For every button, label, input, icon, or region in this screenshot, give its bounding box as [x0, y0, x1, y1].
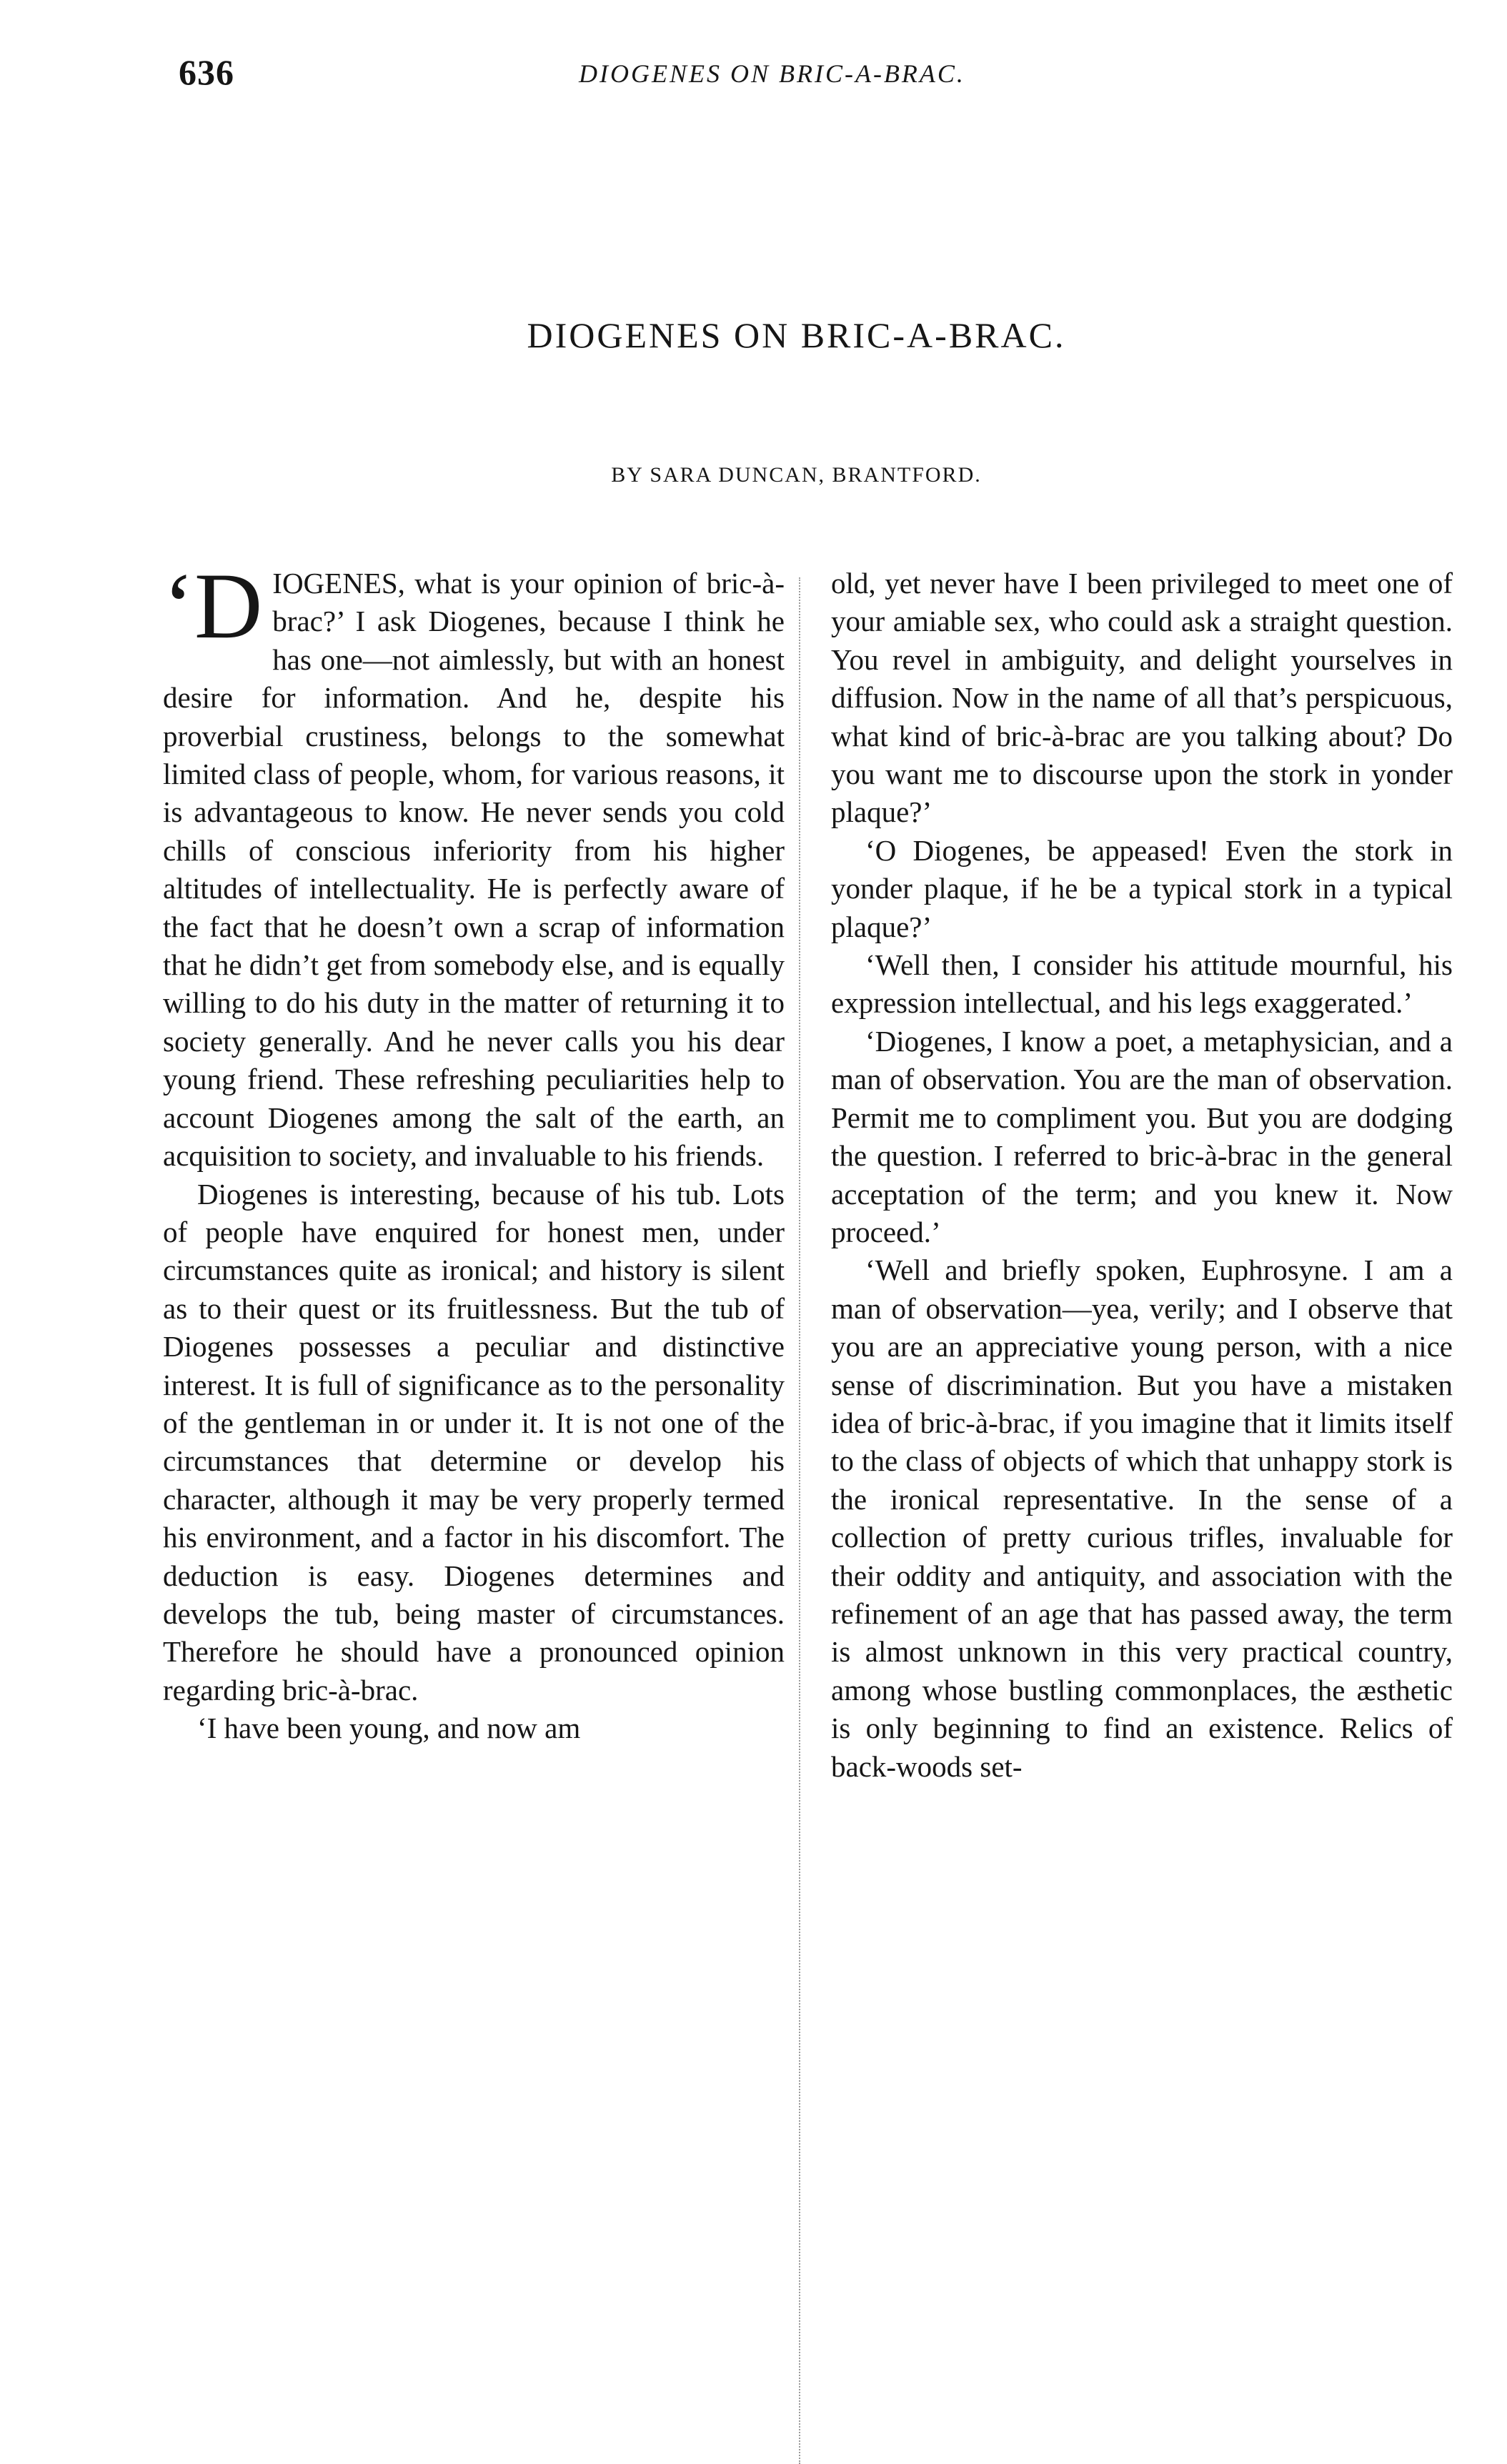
right-column	[831, 565, 1453, 1786]
paragraph-3-continued: old, yet never have I been privileged to meet one of your amiable sex, who could ask a straight question. You revel in ambiguity, and delight yourselves in diffusion. Now in the name of all that’s perspicuous, what kind of bric-à-brac are you talking about? Do you want me to discourse upon the stork in yonder plaque?’	[831, 567, 1453, 829]
paragraph-4: ‘O Diogenes, be appeased! Even the stork in yonder plaque, if he be a typical stork in a typical plaque?’	[831, 833, 1453, 943]
paragraph-2: Diogenes is interesting, because of his tub. Lots of people have enquired for honest men, under circumstances quite as ironical; and history is silent as to their quest or its fruitlessness. But the tub of Diogenes possesses a peculiar and distinctive interest. It is full of significance as to the personality of the gentleman in or under it. It is not one of the circumstances that determine or develop his character, although it may be very properly termed his environment, and a factor in his discomfort. The deduction is easy. Diogenes determines and develops the tub, being master of circumstances. Therefore he should have a pronounced opinion regarding bric-à-brac.	[163, 1177, 785, 1707]
drop-cap	[163, 553, 263, 658]
paragraph-7: ‘Well and briefly spoken, Euphrosyne. I am a man of observation—yea, verily; and I observe that you are an appreciative young person, with a nice sense of discrimination. But you have a mistaken idea of bric-à-brac, if you imagine that it limits itself to the class of objects of which that unhappy stork is the ironical representative. In the sense of a collection of pretty curious trifles, invaluable for their oddity and antiquity, and association with the refinement of an age that has passed away, the term is almost unknown in this very practical country, among whose bustling commonplaces, the æsthetic is only beginning to find an existence. Relics of back-woods set-	[831, 1253, 1453, 1783]
opening-quote: ‘	[163, 553, 194, 658]
article-title: DIOGENES ON BRIC-A-BRAC.	[527, 315, 1066, 355]
drop-cap-letter: D	[194, 553, 263, 658]
column-divider	[799, 577, 800, 2464]
paragraph-1-text: IOGENES, what is your opinion of bric-à-brac?’ I ask Diogenes, because I think he has one—not aimlessly, but with an honest desire for information. And he, despite his proverbial crustiness, belongs to the somewhat limited class of people, whom, for various reasons, it is advantageous to know. He never sends you cold chills of conscious inferiority from his higher altitudes of intellectuality. He is perfectly aware of the fact that he doesn’t own a scrap of information that he didn’t get from somebody else, and is equally willing to do his duty in the matter of returning it to society generally. And he never calls you his dear young friend. These refreshing peculiarities help to account Diogenes among the salt of the earth, an acquisition to society, and invaluable to his friends.	[163, 567, 785, 1173]
paragraph-3: ‘I have been young, and now am	[197, 1712, 581, 1745]
left-column	[163, 553, 785, 1748]
running-head: DIOGENES ON BRIC-A-BRAC.	[579, 59, 965, 88]
paragraph-1	[163, 553, 785, 1176]
article-byline: BY SARA DUNCAN, BRANTFORD.	[611, 463, 982, 487]
paragraph-6: ‘Diogenes, I know a poet, a metaphysician, and a man of observation. You are the man of observation. Permit me to compliment you. But you are dodging the question. I referred to bric-à-brac in the general acceptation of the term; and you knew it. Now proceed.’	[831, 1024, 1453, 1248]
paragraph-5: ‘Well then, I consider his attitude mournful, his expression intellectual, and his legs exaggerated.’	[831, 948, 1453, 1020]
page-number: 636	[179, 52, 234, 92]
